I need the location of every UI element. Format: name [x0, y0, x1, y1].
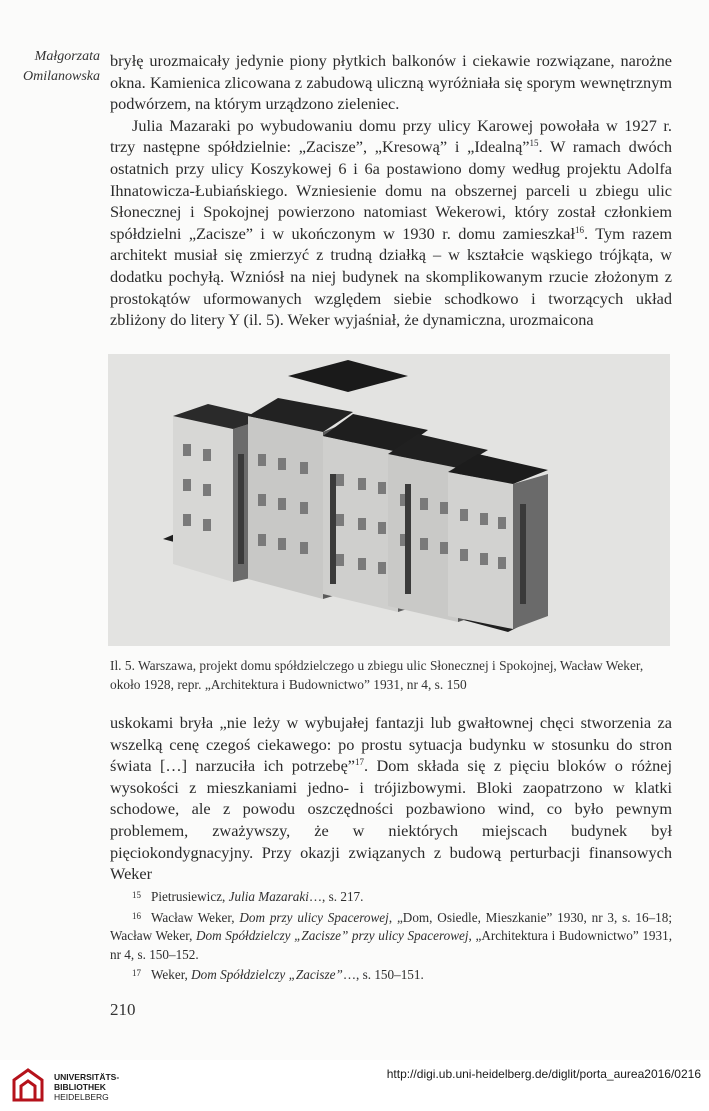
library-line-2: BIBLIOTHEK — [54, 1082, 106, 1092]
text-block-bottom — [110, 712, 672, 885]
paragraph-1: bryłę urozmaicały jedynie piony płytkich balkonów i ciekawie rozwiązane, narożne okna. Kamienica zlicowana z zabudową uliczną wyróżniała się sporym wewnętrznym podwórzem, na którym urządzono zieleniec. — [110, 51, 672, 114]
library-name — [54, 1072, 119, 1102]
figure-5-building-illustration — [108, 354, 670, 646]
building-axonometric-illustration — [108, 354, 670, 646]
footnote-title: Dom Spółdzielczy „Zacisze” przy ulicy Spacerowej — [196, 928, 469, 944]
paragraph-3-part-b: . Dom składa się z pięciu bloków o różnej wysokości z mieszkaniami jedno- i trójizbowymi. Bloki zaopatrzono w klatki schodowe, ale z powodu oszczędności pozbawiono wind, co było pewnym problemem, zważywszy, że w niektórych miejscach budynek był pięciokondygnacyjny. Przy okazji związanych z budową perturbacji finansowych Weker — [110, 756, 672, 884]
source-url-link[interactable]: http://digi.ub.uni-heidelberg.de/diglit/porta_aurea2016/0216 — [386, 1067, 701, 1081]
paragraph-3-part-a: uskokami bryła „nie leży w wybujałej fantazji lub gwałtownej chęci stworzenia za wszelką cenę czegoś ciekawego: po prostu sytuacja budynku w stosunku do stron świata […] narzuciła ich potrzebę” — [110, 713, 672, 776]
footnote-title: Dom przy ulicy Spacerowej — [239, 909, 389, 925]
footnote-number: 17 — [132, 968, 141, 979]
footnote-text: Pietrusiewicz, — [151, 889, 229, 904]
author-first-name: Małgorzata — [34, 49, 100, 64]
footnote-number: 15 — [132, 890, 141, 900]
footnote-number: 16 — [132, 910, 141, 921]
figure-caption: Il. 5. Warszawa, projekt domu spółdzielczego u zbiegu ulic Słonecznej i Spokojnej, Wacław Weker, około 1928, repr. „Architektura i Budownictwo” 1931, nr 4, s. 150 — [110, 658, 644, 692]
footnote-title: Julia Mazaraki — [228, 889, 309, 904]
footnotes — [110, 886, 672, 985]
footnote-17 — [110, 964, 672, 985]
library-line-3: HEIDELBERG — [54, 1092, 109, 1102]
university-library-logo-icon[interactable] — [8, 1066, 48, 1106]
footnote-text: Wacław Weker, — [151, 909, 240, 925]
footnote-text: …, s. 150–151. — [342, 967, 424, 983]
footnote-ref-16[interactable]: 16 — [575, 224, 585, 235]
paragraph-3 — [110, 712, 672, 885]
footnote-text: , „Dom, Osiedle, Mieszkanie” 1930, nr 3, s. 16–18; Wacław Weker, — [110, 909, 672, 944]
author-last-name: Omilanowska — [23, 69, 100, 84]
paragraph-2-part-c: . Tym razem architekt musiał się zmierzyć z trudną działką – w kształcie wąskiego trójkąta, w dodatku pochyłą. Wzniósł na niej budynek na skomplikowanym rzucie złożonym z prostokątów uformowanych względem siebie schodkowo i tworzących układ zbliżony do litery Y (il. 5). Weker wyjaśniał, że dynamiczna, urozmaicona — [110, 223, 672, 330]
footnote-text: …, s. 217. — [308, 889, 364, 904]
paragraph-2-part-b: . W ramach dwóch ostatnich przy ulicy Koszykowej 6 i 6a postawiono domy według projektu Adolfa Ihnatowicza-Łubiańskiego. Wzniesienie domu na obszernej parceli u zbiegu ulic Słonecznej i Spokojnej powierzono natomiast Wekerowi, który został członkiem spółdzielni „Zacisze” i w ukończonym w 1930 r. domu zamieszkał — [110, 137, 673, 243]
footnote-ref-15[interactable]: 15 — [529, 138, 539, 149]
footnote-15 — [110, 886, 672, 907]
footnote-text: , „Architektura i Budownictwo” 1931, nr 4, s. 150–152. — [110, 928, 672, 962]
running-author — [4, 47, 100, 87]
footnote-title: Dom Spółdzielczy „Zacisze” — [191, 967, 343, 983]
footnote-text: Weker, — [151, 967, 192, 983]
footnote-ref-17[interactable]: 17 — [355, 757, 365, 768]
library-line-1: UNIVERSITÄTS- — [54, 1072, 120, 1082]
footnote-16 — [110, 907, 672, 965]
paragraph-2 — [110, 115, 672, 331]
page-number: 210 — [110, 1000, 136, 1019]
paragraph-2-part-a: Julia Mazaraki po wybudowaniu domu przy ulicy Karowej powołała w 1927 r. trzy następne spółdzielnie: „Zacisze”, „Kresową” i „Idealną” — [110, 115, 672, 157]
text-block-top — [110, 50, 672, 331]
